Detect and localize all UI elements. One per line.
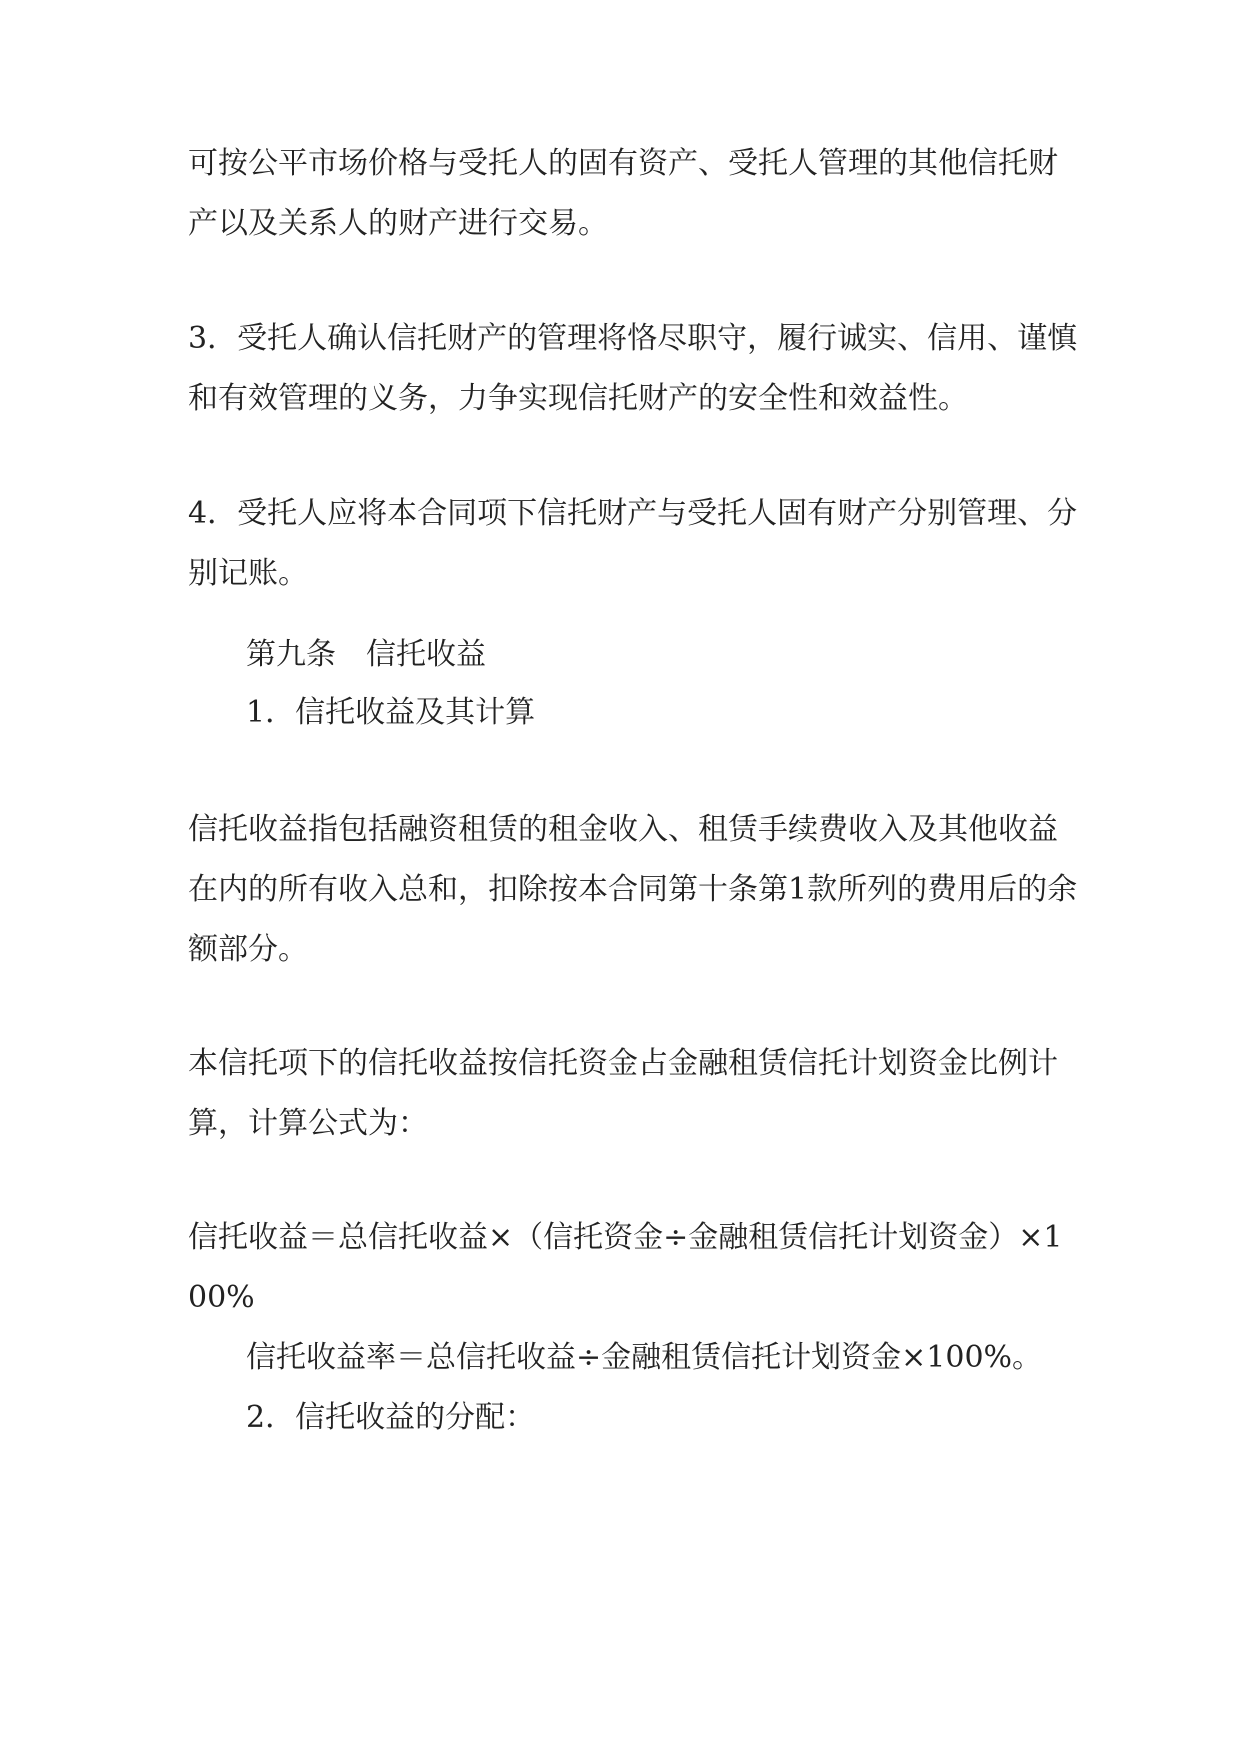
sub-heading: 1．信托收益及其计算 — [246, 695, 536, 730]
formula-line: 00% — [188, 1280, 255, 1315]
formula-rate: 信托收益率＝总信托收益÷金融租赁信托计划资金×100%。 — [246, 1340, 1043, 1375]
paragraph-line: 额部分。 — [188, 932, 308, 967]
sub-heading: 2．信托收益的分配： — [246, 1400, 536, 1435]
paragraph-line: 产以及关系人的财产进行交易。 — [188, 206, 608, 241]
paragraph-line: 算，计算公式为： — [188, 1106, 428, 1141]
paragraph-line: 可按公平市场价格与受托人的固有资产、受托人管理的其他信托财 — [188, 146, 1058, 181]
paragraph-line: 在内的所有收入总和，扣除按本合同第十条第1款所列的费用后的余 — [188, 872, 1078, 907]
paragraph-line: 3．受托人确认信托财产的管理将恪尽职守，履行诚实、信用、谨慎 — [188, 321, 1078, 356]
formula-line: 信托收益＝总信托收益×（信托资金÷金融租赁信托计划资金）×1 — [188, 1220, 1063, 1255]
paragraph-line: 信托收益指包括融资租赁的租金收入、租赁手续费收入及其他收益 — [188, 812, 1058, 847]
paragraph-line: 和有效管理的义务，力争实现信托财产的安全性和效益性。 — [188, 381, 968, 416]
article-heading: 第九条 信托收益 — [246, 637, 486, 672]
paragraph-line: 本信托项下的信托收益按信托资金占金融租赁信托计划资金比例计 — [188, 1046, 1058, 1081]
paragraph-line: 4．受托人应将本合同项下信托财产与受托人固有财产分别管理、分 — [188, 496, 1078, 531]
paragraph-line: 别记账。 — [188, 556, 308, 591]
